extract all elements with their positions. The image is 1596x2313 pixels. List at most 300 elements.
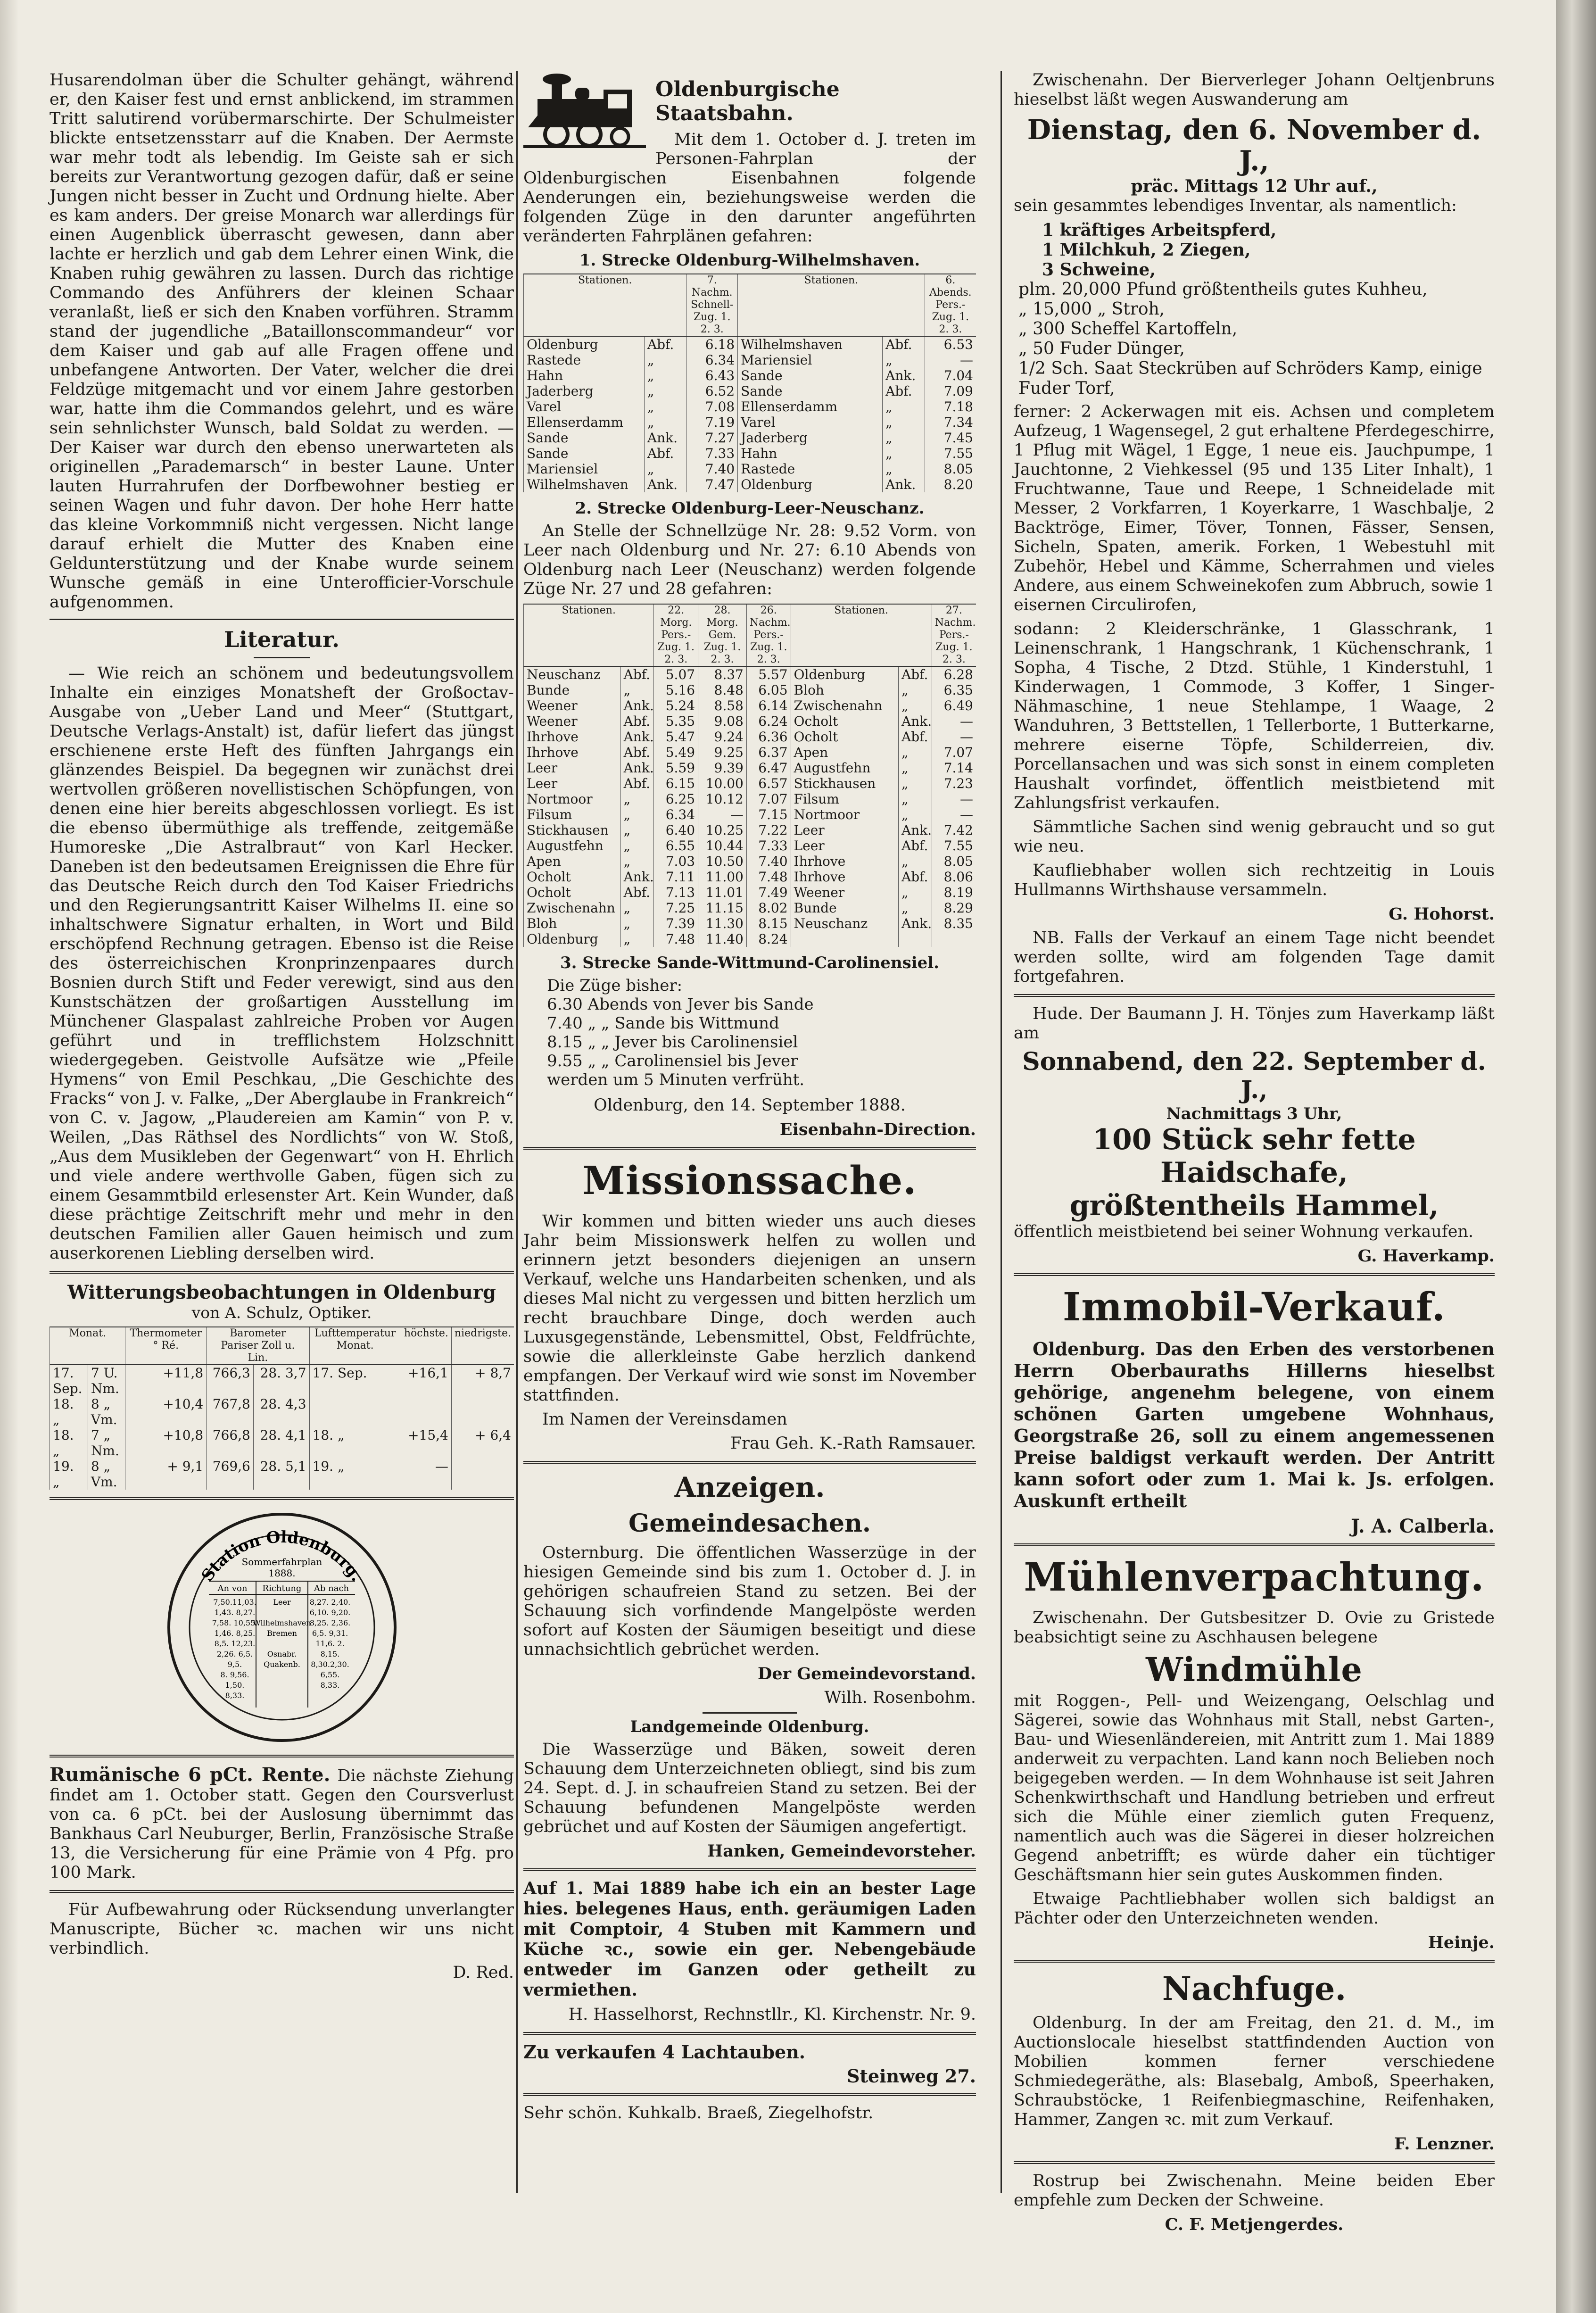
rumaenische-notice <box>50 1765 514 1882</box>
stamp-departure-line: 8,15. <box>320 1650 339 1658</box>
stamp-departure-line: 11,6. 2. <box>315 1639 345 1648</box>
table-cell: Bunde <box>524 682 621 698</box>
nachfuge-title: Nachfuge. <box>1162 1970 1347 2008</box>
stamp-departure-line: 8,27. 2,40. <box>309 1598 350 1607</box>
column-left <box>50 71 514 1987</box>
table-cell: 10.25 <box>698 822 747 838</box>
table-cell: Ihrhove <box>791 869 898 885</box>
timetable-row <box>524 461 976 477</box>
weather-title: Witterungsbeobachtungen in Oldenburg <box>67 1281 496 1303</box>
table-cell: 7.07 <box>746 791 791 807</box>
table-cell: 7.34 <box>925 415 976 430</box>
table-cell: 8.15 <box>746 916 791 931</box>
table-cell: Abf. <box>898 666 932 682</box>
table-cell: 19. „ <box>309 1459 401 1490</box>
timetable-row <box>524 336 976 352</box>
table-cell: 8.06 <box>932 869 976 885</box>
mission-sign: Frau Geh. K.-Rath Ramsauer. <box>730 1434 976 1453</box>
table-cell: 6.34 <box>654 807 698 822</box>
table-cell: 5.47 <box>654 729 698 745</box>
table-cell: Mariensiel <box>524 461 645 477</box>
table-cell: 7.04 <box>925 368 976 383</box>
strecke3-line: Die Züge bisher: <box>547 976 683 995</box>
table-cell: 7.47 <box>686 477 738 492</box>
timetable-row <box>524 900 976 916</box>
table-cell: 6.49 <box>932 698 976 713</box>
weather-subtitle: von A. Schulz, Optiker. <box>191 1303 372 1322</box>
table-cell: 5.24 <box>654 698 698 713</box>
table-cell: 7.45 <box>925 430 976 446</box>
table-cell: 8.35 <box>932 916 976 931</box>
table-cell: +16,1 <box>401 1365 451 1396</box>
table-cell: Abf. <box>898 729 932 745</box>
editorial-notice: Für Aufbewahrung oder Rücksendung unverlangter Manuscripte, Bücher ꝛc. machen wir uns nicht verbindlich. <box>50 1900 514 1958</box>
table-cell: Ank. <box>620 729 654 745</box>
table-cell: 5.07 <box>654 666 698 682</box>
table-cell: „ <box>898 807 932 822</box>
auction-item: 1/2 Sch. Saat Steckrüben auf Schröders Kamp, einige Fuder Torf, <box>1018 359 1482 398</box>
timetable-row <box>524 415 976 430</box>
auction-plm-list <box>1018 280 1495 398</box>
table-cell: + 6,4 <box>451 1427 514 1459</box>
table-cell: 7.27 <box>686 430 738 446</box>
strecke3-line: 8.15 „ „ Jever bis Carolinensiel <box>547 1033 798 1052</box>
auction-closing: Sämmtliche Sachen sind wenig gebraucht und so gut wie neu. <box>1014 818 1495 856</box>
weather-row <box>50 1365 514 1396</box>
table-cell: 8.20 <box>925 477 976 492</box>
nachfuge-sign: F. Lenzner. <box>1394 2134 1495 2154</box>
table-cell: 8.29 <box>932 900 976 916</box>
divider <box>1014 1543 1495 1546</box>
divider <box>523 2032 976 2035</box>
table-cell: 6.34 <box>686 352 738 368</box>
weather-col-min: niedrigste. <box>451 1327 514 1365</box>
timetable-row <box>524 430 976 446</box>
table-cell: 11.15 <box>698 900 747 916</box>
table-cell <box>791 931 898 947</box>
stamp-direction-line: Osnabr. <box>267 1650 297 1658</box>
table-cell <box>401 1396 451 1427</box>
t1-head-train7: 7. Nachm. Schnell-Zug. 1. 2. 3. <box>686 274 738 336</box>
table-cell: — <box>401 1459 451 1490</box>
column-rule-2 <box>1001 71 1002 2193</box>
auction-sign: G. Hohorst. <box>1389 904 1495 924</box>
laden-text: Auf 1. Mai 1889 habe ich ein an bester Lage hies. belegenes Haus, enth. geräumigen Laden mit Comptoir, 4 Stuben mit Kammern und Küche ꝛc., sowie ein ger. Nebengebäude entweder im Ganzen oder getheilt zu vermiethen. <box>523 1879 976 2000</box>
table-cell: 7.33 <box>746 838 791 854</box>
table-cell: 7.07 <box>932 745 976 760</box>
hude-date: Sonnabend, den 22. September d. J., <box>1022 1047 1486 1104</box>
table-cell: 10.12 <box>698 791 747 807</box>
table-cell: +15,4 <box>401 1427 451 1459</box>
table-cell: + 8,7 <box>451 1365 514 1396</box>
divider <box>703 1712 797 1714</box>
table-cell: Weener <box>791 885 898 900</box>
stamp-departure-line: 6,5. 9,31. <box>312 1629 348 1638</box>
landgemeinde-text: Die Wasserzüge und Bäken, soweit deren Schauung dem Unterzeichneten obliegt, sind bis zum 24. Sept. d. J. in schaufreien Stand zu setzen. Bei der Schauung befundenen Mangelpöste werden gebrüchet und auf Kosten der Säumigen angefertigt. <box>523 1740 976 1836</box>
table-cell: Ank. <box>883 368 925 383</box>
table-cell: +11,8 <box>125 1365 207 1396</box>
timetable-row <box>524 729 976 745</box>
table-cell: „ <box>644 368 686 383</box>
table-cell: Stickhausen <box>791 776 898 791</box>
timetable-row <box>524 807 976 822</box>
table-cell: 6.24 <box>746 713 791 729</box>
table-cell: Oldenburg <box>738 477 883 492</box>
hude-text: öffentlich meistbietend bei seiner Wohnung verkaufen. <box>1014 1222 1474 1241</box>
table-cell: Ank. <box>883 477 925 492</box>
table-cell: Augustfehn <box>791 760 898 776</box>
table-cell: 8 „ Vm. <box>88 1396 125 1427</box>
table-cell: „ <box>883 446 925 461</box>
page-edge <box>1556 0 1596 2313</box>
auction-nb: NB. Falls der Verkauf an einem Tage nicht beendet werden sollte, wird am folgenden Tage damit fortgefahren. <box>1014 929 1495 986</box>
table-cell: — <box>698 807 747 822</box>
hude-time: Nachmittags 3 Uhr, <box>1166 1104 1342 1123</box>
timetable-row <box>524 666 976 682</box>
osternburg-sign1: Der Gemeindevorstand. <box>758 1664 976 1683</box>
table-cell: „ <box>620 791 654 807</box>
table-cell: „ <box>644 461 686 477</box>
table-cell: Leer <box>524 776 621 791</box>
auction-meet: Kaufliebhaber wollen sich rechtzeitig in Louis Hullmanns Wirthshause versammeln. <box>1014 861 1495 899</box>
table-cell: Apen <box>524 854 621 869</box>
stamp-year: 1888. <box>268 1567 296 1579</box>
table-cell: 8.05 <box>925 461 976 477</box>
timetable-row <box>524 838 976 854</box>
weather-row <box>50 1427 514 1459</box>
table-cell: „ <box>620 900 654 916</box>
page-gutter <box>0 0 19 2313</box>
table-cell: Neuschanz <box>791 916 898 931</box>
table-cell: „ <box>898 745 932 760</box>
table-cell: „ <box>620 822 654 838</box>
table-cell: 5.57 <box>746 666 791 682</box>
stamp-outer-ring <box>169 1514 395 1741</box>
table-cell: 6.36 <box>746 729 791 745</box>
table-cell: 5.49 <box>654 745 698 760</box>
table-cell: Ank. <box>898 916 932 931</box>
table-cell: 10.00 <box>698 776 747 791</box>
table-cell: Sande <box>524 446 645 461</box>
table-cell: 6.43 <box>686 368 738 383</box>
table-cell: 8.19 <box>932 885 976 900</box>
table-cell: 6.05 <box>746 682 791 698</box>
rumaenische-heading: Rumänische 6 pCt. Rente. <box>50 1764 331 1786</box>
table-cell: Abf. <box>620 745 654 760</box>
story-paragraph: Husarendolman über die Schulter gehängt, während er, den Kaiser fest und ernst anblickend, im strammen Tritt salutirend vorübermarschirte. Der Schulmeister blickte entsetzensstarr auf die Knaben. Der Aermste war mehr todt als lebendig. Im Geiste sah er sich bereits zur Verantwortung gezogen dafür, daß er seine Jungen nicht besser in Zucht und Ordnung hielte. Aber es kam anders. Der greise Monarch war allerdings für einen Augenblick überrascht gewesen, dann aber lachte er herzlich und gab dem Lehrer einen Wink, die Knaben ruhig gewähren zu lassen. Durch das richtige Commando des Anführers der kleinen Schaar veranlaßt, ließ er sich den Knaben vorführen. Stramm stand der jugendliche „Bataillonscommandeur“ vor dem Kaiser und gab auf alle Fragen offene und unbefangene Antworten. Der Vater, welcher die drei Feldzüge mitgemacht und vor einem Jahre gestorben war, hatte ihm die Commandos gelehrt, und es wäre sein sehnlichster Wunsch, bald Soldat zu werden. — Der Kaiser war durch den ebenso unerwarteten als originellen „Parademarsch“ in bester Laune. Unter lauten Hurrahrufen der Dorfbewohner bestieg er seinen Wagen und fuhr davon. Der hohe Herr hatte das kleine Vorkommniß nicht vergessen. Nicht lange darauf erhielt die Mutter des Knaben eine Geldunterstützung und der Knabe wurde seinem Wunsche gemäß in eine Unterofficier-Vorschule aufgenommen. <box>50 71 514 612</box>
divider <box>1014 1273 1495 1276</box>
table-cell: „ <box>644 383 686 399</box>
table-cell: 6.37 <box>746 745 791 760</box>
column-rule-1 <box>516 71 518 2193</box>
table-cell: 7.11 <box>654 869 698 885</box>
divider <box>50 1890 514 1893</box>
muehlen-title: Mühlenverpachtung. <box>1024 1555 1485 1600</box>
table-cell: 7.08 <box>686 399 738 415</box>
table-cell: Bloh <box>791 682 898 698</box>
auction-item: 1 kräftiges Arbeitspferd, <box>1042 220 1277 240</box>
table-cell: 766,3 <box>207 1365 254 1396</box>
t1-head-stations: Stationen. <box>524 274 686 336</box>
table-cell: Nortmoor <box>524 791 621 807</box>
hude-sign: G. Haverkamp. <box>1357 1246 1495 1266</box>
table-cell: Varel <box>738 415 883 430</box>
column-right <box>1014 71 1495 2239</box>
table-cell: 5.59 <box>654 760 698 776</box>
strecke3-line: 6.30 Abends von Jever bis Sande <box>547 995 814 1014</box>
table-cell: Neuschanz <box>524 666 621 682</box>
table-cell: 7.39 <box>654 916 698 931</box>
timetable-oldenburg-leer-neuschanz <box>523 604 976 947</box>
weather-row <box>50 1459 514 1490</box>
table-cell: 7.48 <box>654 931 698 947</box>
table-cell: 7.23 <box>932 776 976 791</box>
strecke3-list <box>547 976 976 1089</box>
table-cell: Stickhausen <box>524 822 621 838</box>
literatur-paragraph: — Wie reich an schönem und bedeutungsvollem Inhalte ein einziges Monatsheft der Großoctav-Ausgabe von „Ueber Land und Meer“ (Stuttgart, Deutsche Verlags-Anstalt) ist, dafür liefert das jüngst erschienene erste Heft des fünften Jahrgangs ein glänzendes Beispiel. Da begegnen wir zunächst drei wertvollen größeren novellistischen Schöpfungen, von denen eine hier bereits abgeschlossen vorliegt. Es ist die ebenso übermüthige als treffende, zeitgemäße Humoreske „Die Astralbraut“ von Karl Hecker. Daneben ist den bedeutsamen Ereignissen die Ehre für das Deutsche Reich durch den Tod Kaiser Friedrichs und den Regierungsantritt Kaiser Wilhelms II. eine so inhaltschwere Signatur erhalten, in Wort und Bild erschöpfend Rechnung getragen. Ebenso ist die Reise des österreichischen Kronprinzenpaares durch Bosnien durch Stift und Feder verewigt, sind aus den Kunstschätzen der großartigen Ausstellung im Münchener Glaspalast zahlreiche Proben vor Augen geführt und in trefflichstem Holzschnitt wiedergegeben. Geistvolle Aufsätze wie „Pfeile Hymens“ von Emil Peschkau, „Die Geschichte des Fracks“ von J. v. Falke, „Der Aberglaube in Frankreich“ von C. v. Jagow, „Plaudereien am Kamin“ von P. v. Weilen, „Das Räthsel des Nordlichts“ von W. Stoß, „Aus dem Musikleben der Gegenwart“ von H. Ehrlich und viele andere werthvolle Gaben, fügen sich zu einem Gesammtbild erlesenster Art. Kein Wunder, daß diese prächtige Zeitschrift mehr und mehr in den deutschen Familien aller Gauen heimisch und zum auserkorenen Liebling derselben wird. <box>50 664 514 1263</box>
table-cell: Ank. <box>620 760 654 776</box>
table-cell: 18. „ <box>50 1427 88 1459</box>
column-middle <box>523 71 976 2128</box>
table-cell: Zwischenahn <box>791 698 898 713</box>
table-cell: Zwischenahn <box>524 900 621 916</box>
table-cell: 6.52 <box>686 383 738 399</box>
table-cell: 7.25 <box>654 900 698 916</box>
table-cell: Rastede <box>738 461 883 477</box>
table-cell: Ank. <box>644 477 686 492</box>
lachtauben-address: Steinweg 27. <box>846 2065 976 2087</box>
table-cell: 5.16 <box>654 682 698 698</box>
table-cell: 7.13 <box>654 885 698 900</box>
table-cell <box>898 931 932 947</box>
auction-item: „ 50 Fuder Dünger, <box>1018 339 1185 358</box>
stamp-col-ab: Ab nach <box>314 1583 349 1593</box>
muehlen-closing: Etwaige Pachtliebhaber wollen sich baldigst an Pächter oder den Unterzeichneten wenden. <box>1014 1890 1495 1928</box>
stamp-departure-line: 6,10. 9,20. <box>309 1608 350 1617</box>
stamp-direction-line: Wilhelmshaven <box>252 1618 311 1627</box>
muehlen-sign: Heinje. <box>1428 1933 1495 1952</box>
gemeinde-heading: Gemeindesachen. <box>628 1509 871 1538</box>
table-cell: Bloh <box>524 916 621 931</box>
table-cell: „ <box>883 461 925 477</box>
auction-date: Dienstag, den 6. November d. J., <box>1027 114 1481 177</box>
table-cell: 7.48 <box>746 869 791 885</box>
immobil-title: Immobil-Verkauf. <box>1062 1285 1446 1330</box>
t1-head-train6: 6. Abends. Pers.-Zug. 1. 2. 3. <box>925 274 976 336</box>
stamp-departure-line: 8,30.2,30. <box>310 1660 349 1669</box>
stamp-arrival-line: 1,43. 8,27. <box>214 1608 255 1617</box>
immobil-text: Oldenburg. Das den Erben des verstorbenen Herrn Oberbauraths Hillerns hieselbst gehörige, angenehm belegene, von einem schönen Garten umgebene Wohnhaus, Georgstraße 26, soll zu einem angemessenen Preise baldigst verkauft werden. Der Antritt kann sofort oder zum 1. Mai k. Js. erfolgen. Auskunft ertheilt <box>1014 1338 1495 1511</box>
table-cell: 11.40 <box>698 931 747 947</box>
divider <box>254 657 310 658</box>
timetable-row <box>524 352 976 368</box>
table-cell: 7.14 <box>932 760 976 776</box>
timetable-row <box>524 698 976 713</box>
weather-table <box>50 1326 514 1490</box>
table-cell: 8 „ Vm. <box>88 1459 125 1490</box>
table-cell: 7.40 <box>746 854 791 869</box>
auction-lead: sein gesammtes lebendiges Inventar, als namentlich: <box>1014 196 1457 215</box>
table-cell: Ank. <box>620 698 654 713</box>
table-cell: Sande <box>738 383 883 399</box>
table-cell: 6.47 <box>746 760 791 776</box>
table-cell: Ihrhove <box>791 854 898 869</box>
table-cell: Abf. <box>620 776 654 791</box>
table-cell: Filsum <box>791 791 898 807</box>
auction-item: „ 15,000 „ Stroh, <box>1018 299 1165 319</box>
hude-intro: Hude. Der Baumann J. H. Tönjes zum Haverkamp läßt am <box>1014 1004 1495 1043</box>
table-cell: „ <box>883 430 925 446</box>
table-cell: 769,6 <box>207 1459 254 1490</box>
table-cell: 6.14 <box>746 698 791 713</box>
immobil-sign: J. A. Calberla. <box>1350 1515 1495 1537</box>
auction-time: präc. Mittags 12 Uhr auf., <box>1131 176 1378 196</box>
table-cell: „ <box>620 682 654 698</box>
timetable-row <box>524 885 976 900</box>
table-cell: „ <box>898 776 932 791</box>
table-cell: 766,8 <box>207 1427 254 1459</box>
t2-head-stations-return: Stationen. <box>791 604 932 666</box>
landgemeinde-sign: Hanken, Gemeindevorsteher. <box>707 1841 976 1861</box>
stamp-arrival-line: 1,46. 8,25. <box>214 1629 255 1638</box>
t2-head-train26: 26. Nachm. Pers.-Zug. 1. 2. 3. <box>746 604 791 666</box>
anzeigen-heading: Anzeigen. <box>674 1471 825 1503</box>
table-cell: Ank. <box>620 869 654 885</box>
muehlen-windmill: Windmühle <box>1146 1650 1363 1689</box>
table-cell: 11.01 <box>698 885 747 900</box>
stamp-direction-line: Bremen <box>266 1629 297 1638</box>
stamp-arrival-line: 7,50.11,03. <box>213 1598 256 1607</box>
table-cell: 8.37 <box>698 666 747 682</box>
table-cell: „ <box>898 682 932 698</box>
table-cell: Oldenburg <box>524 336 645 352</box>
table-cell: 8.05 <box>932 854 976 869</box>
divider <box>1014 1960 1495 1963</box>
table-cell: Wilhelmshaven <box>524 477 645 492</box>
table-cell: Ocholt <box>791 729 898 745</box>
kuhkalb-text: Sehr schön. Kuhkalb. Braeß, Ziegelhofstr. <box>523 2104 874 2122</box>
weather-col-month: Monat. <box>50 1327 125 1365</box>
timetable-row <box>524 760 976 776</box>
table-cell: Abf. <box>898 838 932 854</box>
weather-col-thermo: Thermometer ° Ré. <box>125 1327 207 1365</box>
table-cell: 10.44 <box>698 838 747 854</box>
table-cell: — <box>932 807 976 822</box>
table-cell: Filsum <box>524 807 621 822</box>
laden-sign: H. Hasselhorst, Rechnstllr., Kl. Kirchenstr. Nr. 9. <box>568 2005 976 2024</box>
table-cell: 7.42 <box>932 822 976 838</box>
divider <box>523 2093 976 2096</box>
auction-item: 3 Schweine, <box>1042 260 1156 280</box>
weather-col-max: höchste. <box>401 1327 451 1365</box>
weather-col-baro: Barometer Pariser Zoll u. Lin. <box>207 1327 309 1365</box>
table-cell <box>451 1459 514 1490</box>
t2-head-stations: Stationen. <box>524 604 654 666</box>
table-cell: Mariensiel <box>738 352 883 368</box>
stamp-ring-title: Station Oldenburg. <box>198 1527 366 1585</box>
station-timetable-stamp <box>164 1509 400 1745</box>
weather-row <box>50 1396 514 1427</box>
table-cell: + 9,1 <box>125 1459 207 1490</box>
table-cell: „ <box>898 900 932 916</box>
auction-sodann: sodann: 2 Kleiderschränke, 1 Glasschrank, 1 Leinenschrank, 1 Hangschrank, 1 Küchenschrank, 1 Sopha, 4 Tische, 2 Dtzd. Stühle, 1 Kinderstuhl, 1 Kinderwagen, 1 Commode, 3 Koffer, 1 Singer-Nähmaschine, 1 neue Stehlampe, 1 Waage, 2 Wanduhren, 3 Bettstellen, 1 Tellerborte, 1 Butterkarne, mehrere eiserne Töpfe, Schilderreien, div. Porcellansachen und was sich sonst in einem completen Haushalt vorfindet, öffentlich meistbietend mit Zahlungsfrist verkaufen. <box>1014 620 1495 812</box>
table-cell: 6.53 <box>925 336 976 352</box>
editorial-sign: D. Red. <box>453 1963 514 1982</box>
table-cell: „ <box>898 760 932 776</box>
table-cell: 8.02 <box>746 900 791 916</box>
t1-head-stations-return: Stationen. <box>738 274 925 336</box>
table-cell: „ <box>620 916 654 931</box>
literatur-heading: Literatur. <box>223 627 340 652</box>
table-cell: 7.22 <box>746 822 791 838</box>
strecke3-line: werden um 5 Minuten verfrüht. <box>547 1070 805 1089</box>
table-cell: „ <box>644 415 686 430</box>
table-cell <box>309 1396 401 1427</box>
auction-item: „ 300 Scheffel Kartoffeln, <box>1018 319 1238 339</box>
table-cell: 17. Sep. <box>50 1365 88 1396</box>
stamp-col-an: An von <box>217 1583 247 1593</box>
stamp-arrival-line: 1,50. <box>225 1681 244 1690</box>
timetable-row <box>524 822 976 838</box>
table-cell: 9.39 <box>698 760 747 776</box>
divider <box>523 1147 976 1150</box>
table-cell: Ank. <box>898 822 932 838</box>
table-cell: Weener <box>524 698 621 713</box>
table-cell: 7.40 <box>686 461 738 477</box>
mission-text: Wir kommen und bitten wieder uns auch dieses Jahr beim Missionswerk helfen zu wollen und erinnern jetzt besonders diejenigen an unsern Verkauf, welche uns Handarbeiten schenken, und als dieses Mal nicht zu vergessen und bitten herzlich um recht brauchbare Dinge, doch werden auch Luxusgegenstände, Lebensmittel, Obst, Feldfrüchte, sowie die allerkleinste Gabe herzlich dankend empfangen. Der Verkauf wird wie sonst im November stattfinden. <box>523 1212 976 1405</box>
timetable-row <box>524 869 976 885</box>
table-cell: „ <box>883 352 925 368</box>
table-cell: Oldenburg <box>524 931 621 947</box>
table-cell: Leer <box>524 760 621 776</box>
table-cell: Leer <box>791 822 898 838</box>
timetable-row <box>524 446 976 461</box>
divider <box>50 1497 514 1500</box>
auction-intro: Zwischenahn. Der Bierverleger Johann Oeltjenbruns hieselbst läßt wegen Auswanderung am <box>1014 71 1495 109</box>
auction-item: 1 Milchkuh, 2 Ziegen, <box>1042 240 1251 260</box>
table-cell: 18. „ <box>309 1427 401 1459</box>
table-cell: 7.55 <box>932 838 976 854</box>
table-cell: „ <box>898 854 932 869</box>
rostrup-text: Rostrup bei Zwischenahn. Meine beiden Eber empfehle zum Decken der Schweine. <box>1014 2172 1495 2210</box>
table-cell: Ank. <box>644 430 686 446</box>
table-cell: „ <box>620 807 654 822</box>
table-cell: 7.49 <box>746 885 791 900</box>
table-cell: 7.18 <box>925 399 976 415</box>
table-cell: 7 U. Nm. <box>88 1365 125 1396</box>
hude-offer-2: größtentheils Hammel, <box>1069 1189 1439 1222</box>
table-cell: 8.24 <box>746 931 791 947</box>
hude-offer: 100 Stück sehr fette Haidschafe, <box>1092 1123 1416 1189</box>
timetable-row <box>524 854 976 869</box>
table-cell: Varel <box>524 399 645 415</box>
table-cell: — <box>932 713 976 729</box>
table-cell: 28. 3,7 <box>253 1365 309 1396</box>
table-cell: „ <box>898 698 932 713</box>
table-cell: Abf. <box>883 383 925 399</box>
table-cell: 11.00 <box>698 869 747 885</box>
table-cell: Sande <box>524 430 645 446</box>
table-cell: Abf. <box>883 336 925 352</box>
muehlen-text: mit Roggen-, Pell- und Weizengang, Oelschlag und Sägerei, sowie das Wohnhaus mit Stall, nebst Garten-, Bau- und Wiesenländereien, mit Antritt zum 1. Mai 1889 anderweit zu verpachten. Land kann noch Belieben noch beigegeben werden. — In dem Wohnhause ist seit Jahren Schenkwirthschaft und Handlung betrieben und erfreut sich die Mühle einer ziemlich guten Frequenz, namentlich auch was die Sägerei in dieser holzreichen Gegend anbetrifft; es würde daher ein tüchtiger Geschäftsmann hier sein gutes Auskommen finden. <box>1014 1691 1495 1884</box>
table-cell: „ <box>898 791 932 807</box>
table-cell: Apen <box>791 745 898 760</box>
timetable-row <box>524 368 976 383</box>
table-cell: Hahn <box>738 446 883 461</box>
table-cell: 6.15 <box>654 776 698 791</box>
stamp-arrival-line: 8. 9,56. <box>220 1670 249 1679</box>
table-cell: Oldenburg <box>791 666 898 682</box>
